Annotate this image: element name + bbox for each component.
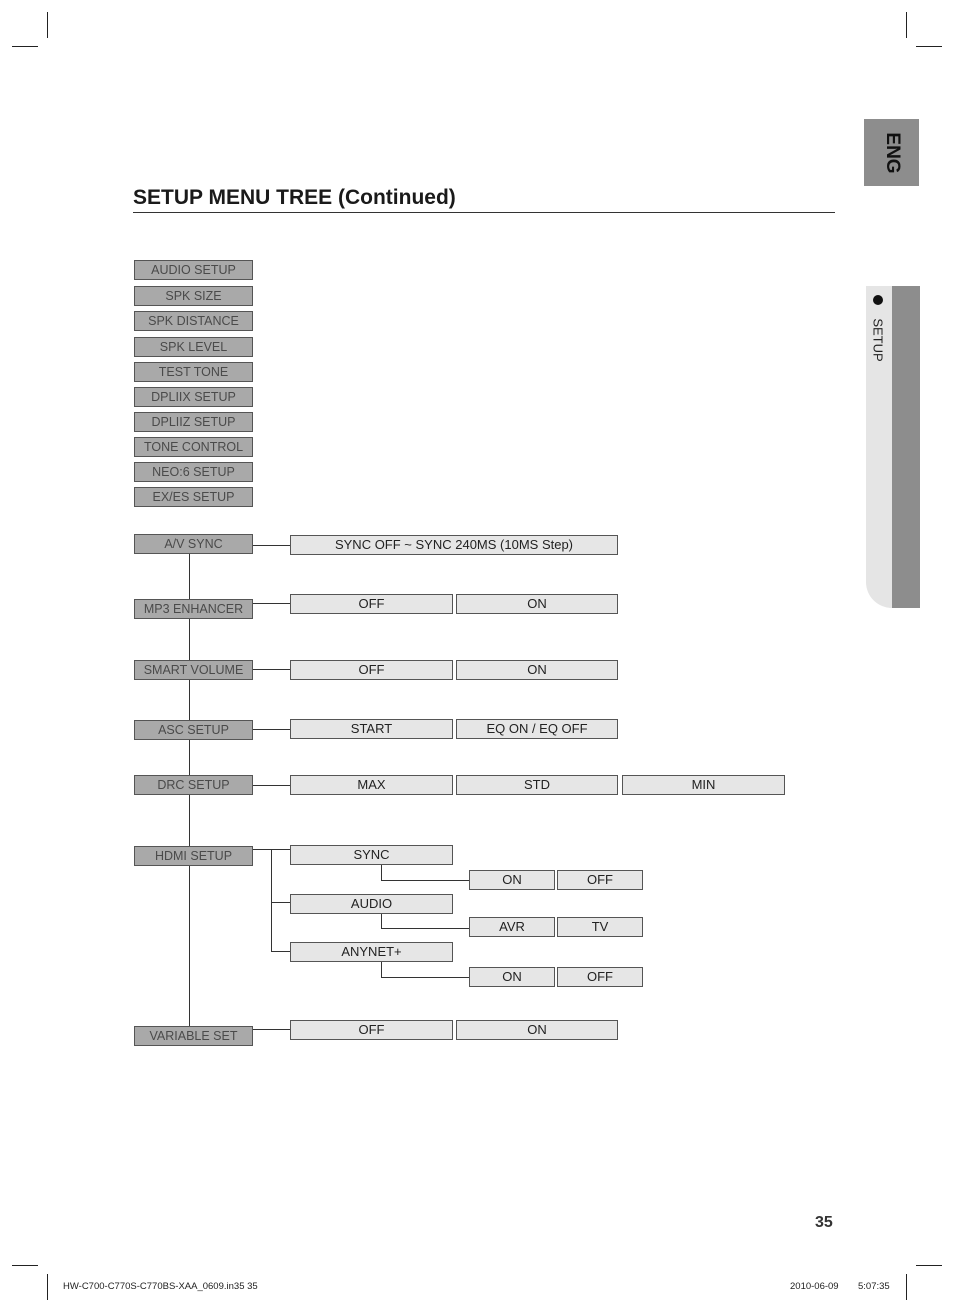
option-min: MIN <box>622 775 785 795</box>
option-off: OFF <box>290 594 453 614</box>
connector-line <box>253 669 290 670</box>
connector-line <box>271 902 290 903</box>
connector-line <box>381 962 382 977</box>
connector-line <box>381 914 382 928</box>
crop-mark <box>12 46 38 47</box>
option-start: START <box>290 719 453 739</box>
connector-line <box>253 1029 290 1030</box>
file-info: HW-C700-C770S-C770BS-XAA_0609.in35 35 <box>63 1281 258 1292</box>
option-off: OFF <box>290 660 453 680</box>
section-tab-bar <box>892 286 920 608</box>
connector-line <box>253 785 290 786</box>
option-eq-on-off: EQ ON / EQ OFF <box>456 719 618 739</box>
language-tab <box>864 119 919 186</box>
menu-item-test-tone: TEST TONE <box>134 362 253 382</box>
print-date: 2010-06-09 <box>790 1281 839 1292</box>
menu-item-asc-setup: ASC SETUP <box>134 720 253 740</box>
connector-line <box>271 951 290 952</box>
option-on: ON <box>456 1020 618 1040</box>
option-off: OFF <box>557 967 643 987</box>
connector-line <box>381 977 469 978</box>
option-avr: AVR <box>469 917 555 937</box>
crop-mark <box>916 1265 942 1266</box>
option-sync-range: SYNC OFF ~ SYNC 240MS (10MS Step) <box>290 535 618 555</box>
menu-item-exes-setup: EX/ES SETUP <box>134 487 253 507</box>
section-tab-label: SETUP <box>870 318 886 362</box>
menu-item-neo6-setup: NEO:6 SETUP <box>134 462 253 482</box>
connector-line <box>253 603 290 604</box>
hdmi-branch-line <box>271 849 272 951</box>
option-on: ON <box>469 967 555 987</box>
option-on: ON <box>456 660 618 680</box>
option-on: ON <box>456 594 618 614</box>
connector-line <box>253 545 290 546</box>
submenu-anynet: ANYNET+ <box>290 942 453 962</box>
menu-item-dpliix-setup: DPLIIX SETUP <box>134 387 253 407</box>
option-on: ON <box>469 870 555 890</box>
option-tv: TV <box>557 917 643 937</box>
crop-mark <box>12 1265 38 1266</box>
page-title: SETUP MENU TREE (Continued) <box>133 186 456 209</box>
connector-line <box>381 880 469 881</box>
option-off: OFF <box>557 870 643 890</box>
connector-line <box>381 928 469 929</box>
menu-item-tone-control: TONE CONTROL <box>134 437 253 457</box>
print-time: 5:07:35 <box>858 1281 890 1292</box>
crop-mark <box>916 46 942 47</box>
crop-mark <box>47 12 48 38</box>
menu-item-hdmi-setup: HDMI SETUP <box>134 846 253 866</box>
page-number: 35 <box>815 1214 833 1231</box>
submenu-audio: AUDIO <box>290 894 453 914</box>
connector-line <box>381 865 382 880</box>
menu-item-av-sync: A/V SYNC <box>134 534 253 554</box>
menu-item-spk-level: SPK LEVEL <box>134 337 253 357</box>
title-rule <box>133 212 835 213</box>
menu-item-smart-volume: SMART VOLUME <box>134 660 253 680</box>
option-off: OFF <box>290 1020 453 1040</box>
crop-mark <box>906 1274 907 1300</box>
menu-item-spk-distance: SPK DISTANCE <box>134 311 253 331</box>
option-max: MAX <box>290 775 453 795</box>
menu-item-variable-set: VARIABLE SET <box>134 1026 253 1046</box>
menu-item-mp3-enhancer: MP3 ENHANCER <box>134 599 253 619</box>
menu-item-dpliiz-setup: DPLIIZ SETUP <box>134 412 253 432</box>
submenu-sync: SYNC <box>290 845 453 865</box>
menu-item-spk-size: SPK SIZE <box>134 286 253 306</box>
menu-item-audio-setup: AUDIO SETUP <box>134 260 253 280</box>
menu-item-drc-setup: DRC SETUP <box>134 775 253 795</box>
crop-mark <box>906 12 907 38</box>
language-tab-label: ENG <box>881 131 903 174</box>
bullet-icon <box>873 295 883 305</box>
option-std: STD <box>456 775 618 795</box>
crop-mark <box>47 1274 48 1300</box>
connector-line <box>253 729 290 730</box>
